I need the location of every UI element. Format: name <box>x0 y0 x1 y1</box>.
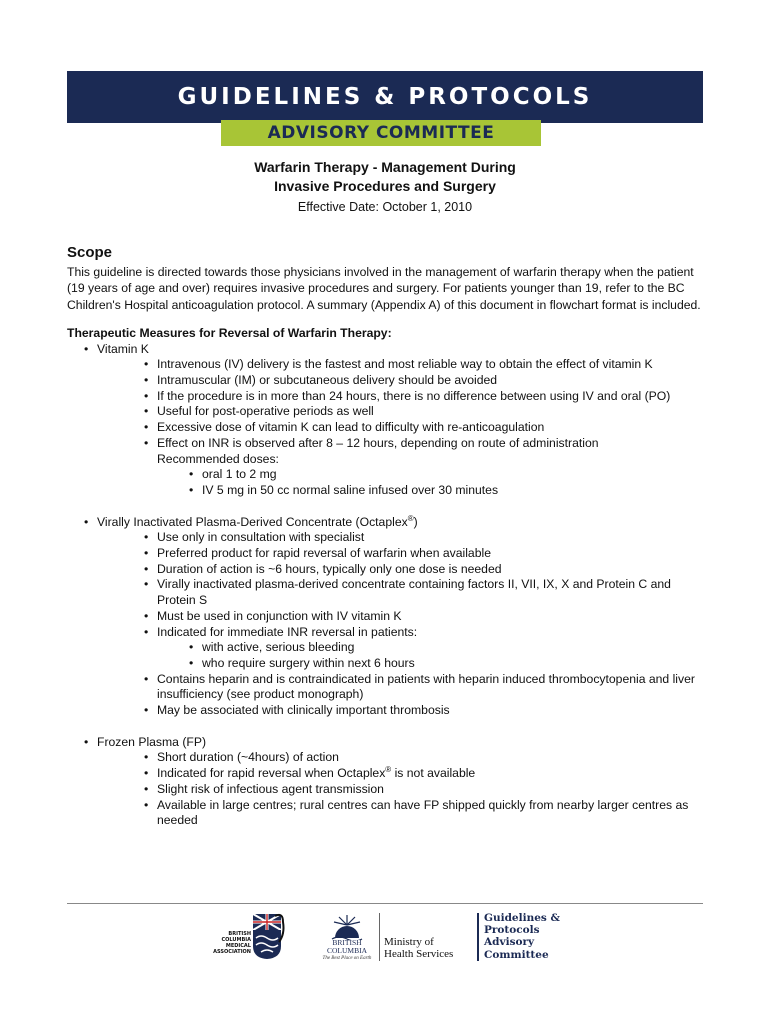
list-item-vitamin-k <box>67 342 707 358</box>
doses-list <box>67 467 707 498</box>
list-item: • who require surgery within next 6 hours <box>67 656 707 672</box>
bc-government-logo <box>318 912 376 962</box>
scope-text: This guideline is directed towards those physicians involved in the management of warfarin therapy when the patient (19 years of age and over) requires invasive procedures and surgery. For patients younger than 19, refer to the BC Children's Hospital anticoagulation protocol. A summary (Appendix A) of this document in flowchart format is included. <box>67 265 701 312</box>
measures-list <box>67 735 707 751</box>
scope-heading: Scope <box>67 244 113 261</box>
ministry-line-1: Ministry of <box>384 936 434 948</box>
gpac-divider <box>477 913 479 961</box>
list-item: • Slight risk of infectious agent transmission <box>67 782 707 798</box>
frozen-plasma-label: Frozen Plasma (FP) <box>97 734 207 749</box>
list-item: • Virally inactivated plasma-derived concentrate containing factors II, VII, IX, X and Protein C and Protein S <box>67 577 707 608</box>
list-item: • If the procedure is in more than 24 hours, there is no difference between using IV and oral (PO) <box>67 389 707 405</box>
bc-motto: The Best Place on Earth <box>322 956 372 961</box>
footer-divider <box>67 903 703 904</box>
octaplex-list <box>67 530 707 640</box>
list-item: • Indicated for immediate INR reversal in patients: <box>67 625 707 641</box>
recommended-doses-label: Recommended doses: <box>157 451 279 466</box>
octaplex-sub-list <box>67 640 707 671</box>
list-item: • Intramuscular (IM) or subcutaneous delivery should be avoided <box>67 373 707 389</box>
measures-list <box>67 342 707 358</box>
list-item: • Effect on INR is observed after 8 – 12 hours, depending on route of administration <box>67 436 707 452</box>
bcma-text: BRITISH COLUMBIA MEDICAL ASSOCIATION <box>213 931 251 955</box>
list-item: • Preferred product for rapid reversal of warfarin when available <box>67 546 707 562</box>
list-item-octaplex <box>67 515 707 531</box>
guidelines-banner: GUIDELINES & PROTOCOLS <box>67 71 703 123</box>
measures-list <box>67 515 707 531</box>
list-item: • May be associated with clinically important thrombosis <box>67 703 707 719</box>
vitamin-k-list <box>67 357 707 451</box>
list-item <box>67 766 707 782</box>
frozen-plasma-list <box>67 750 707 829</box>
list-item: • Available in large centres; rural centres can have FP shipped quickly from nearby larger centres as needed <box>67 798 707 829</box>
list-item: • IV 5 mg in 50 cc normal saline infused over 30 minutes <box>67 483 707 499</box>
measures-heading: Therapeutic Measures for Reversal of Warfarin Therapy: <box>67 325 392 340</box>
bcma-logo <box>205 912 287 960</box>
fp-item-text: Indicated for rapid reversal when Octaplex <box>157 766 386 781</box>
list-item: • oral 1 to 2 mg <box>67 467 707 483</box>
list-item-frozen-plasma <box>67 735 707 751</box>
octaplex-label: Virally Inactivated Plasma-Derived Concentrate (Octaplex <box>97 514 408 529</box>
list-item: • Duration of action is ~6 hours, typically only one dose is needed <box>67 562 707 578</box>
vitamin-k-label: Vitamin K <box>97 341 149 356</box>
gpac-line-2: Protocols <box>484 924 540 937</box>
list-item: • with active, serious bleeding <box>67 640 707 656</box>
ministry-line-2: Health Services <box>384 948 454 960</box>
list-item: • Intravenous (IV) delivery is the fastest and most reliable way to obtain the effect of vitamin K <box>67 357 707 373</box>
effective-date: Effective Date: October 1, 2010 <box>297 200 473 214</box>
title-line-2: Invasive Procedures and Surgery <box>274 178 496 194</box>
gpac-line-1: Guidelines & <box>484 912 560 924</box>
title-line-1: Warfarin Therapy - Management During <box>254 159 516 175</box>
list-item: • Must be used in conjunction with IV vitamin K <box>67 609 707 625</box>
registered-mark: ® <box>407 513 414 523</box>
list-item: • Excessive dose of vitamin K can lead to difficulty with re-anticoagulation <box>67 420 707 436</box>
document-body <box>67 244 707 829</box>
document-title <box>0 158 770 196</box>
gpac-line-3: Advisory <box>484 936 535 949</box>
octaplex-label-end: ) <box>413 514 418 529</box>
list-item: • Contains heparin and is contraindicated in patients with heparin induced thrombocytopenia and liver insufficiency (see product monograph) <box>67 672 707 703</box>
bc-wordmark: BRITISH COLUMBIA <box>326 938 367 955</box>
gpac-wordmark <box>484 912 560 961</box>
advisory-committee-banner: ADVISORY COMMITTEE <box>221 120 541 146</box>
list-item: • Short duration (~4hours) of action <box>67 750 707 766</box>
bc-sun-icon <box>318 912 376 940</box>
octaplex-list-continued <box>67 672 707 719</box>
fp-item-text-end: is not available <box>391 766 476 781</box>
gpac-line-4: Committee <box>484 948 549 961</box>
list-item: • Use only in consultation with specialist <box>67 530 707 546</box>
logo-divider <box>379 913 380 961</box>
ministry-wordmark <box>384 936 453 960</box>
list-item: • Useful for post-operative periods as well <box>67 404 707 420</box>
registered-mark: ® <box>385 765 392 775</box>
